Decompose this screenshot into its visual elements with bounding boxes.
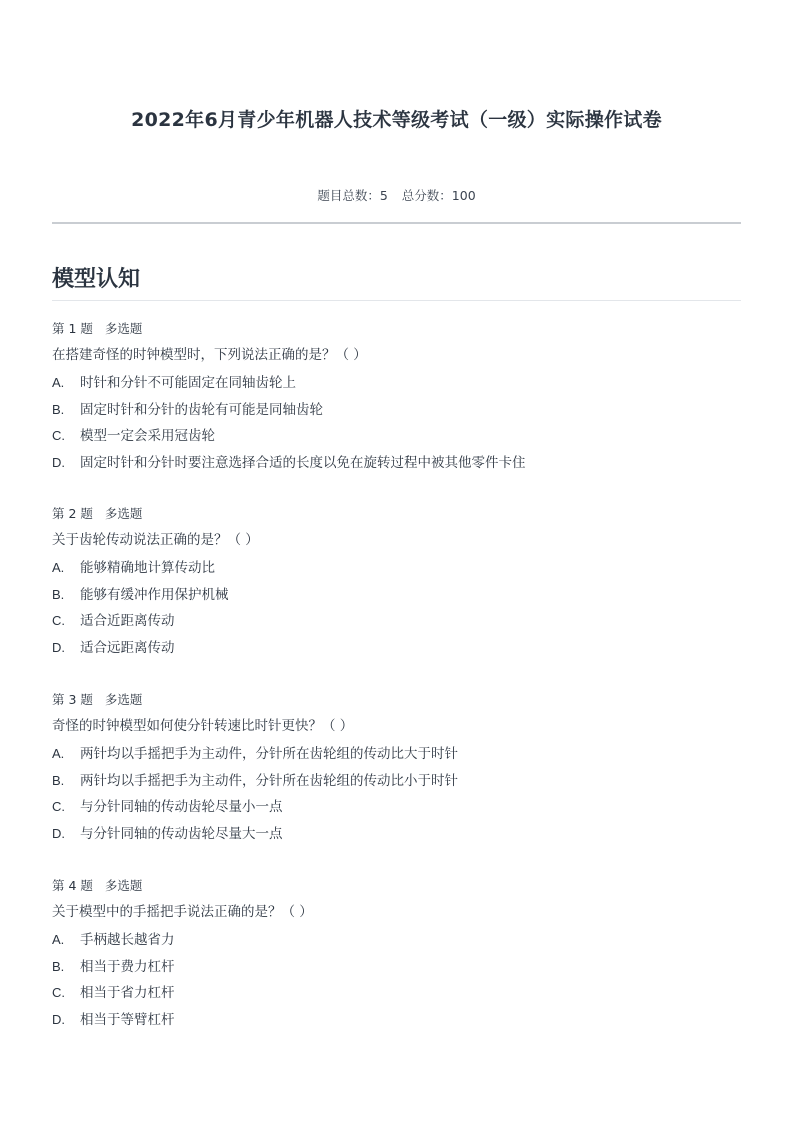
option-letter: D. [52,640,65,656]
option-text: 与分针同轴的传动齿轮尽量大一点 [80,826,283,843]
option-letter: A. [52,746,65,761]
option-text: 固定时针和分针时要注意选择合适的长度以免在旋转过程中被其他零件卡住 [80,455,526,472]
question-1 [52,320,741,480]
option-b[interactable] [52,771,741,798]
option-letter: C. [52,428,65,444]
question-4 [52,877,741,1037]
option-a[interactable] [52,744,741,771]
question-2 [52,505,741,665]
question-3 [52,691,741,851]
option-text: 能够有缓冲作用保护机械 [80,586,229,603]
option-a[interactable] [52,373,741,400]
question-stem: 奇怪的时钟模型如何使分针转速比时针更快？（ ） [52,718,354,734]
question-header [52,691,741,717]
option-b[interactable] [52,957,741,984]
option-letter: B. [52,958,65,974]
question-number: 第 2 题 [52,506,93,521]
option-c[interactable] [52,797,741,824]
option-letter: B. [52,401,65,417]
question-type: 多选题 [104,878,143,893]
option-d[interactable] [52,638,741,665]
option-letter: A. [52,560,65,575]
option-letter: D. [52,826,65,842]
section-divider [52,300,741,301]
option-b[interactable] [52,585,741,612]
option-a[interactable] [52,558,741,585]
option-letter: B. [52,772,65,788]
section-title: 模型认知 [52,267,141,292]
option-letter: A. [52,932,65,947]
header-divider [52,222,741,224]
option-d[interactable] [52,824,741,851]
option-letter: D. [52,455,65,471]
option-text: 相当于省力杠杆 [80,985,175,1002]
option-text: 模型一定会采用冠齿轮 [80,428,215,445]
option-text: 两针均以手摇把手为主动件，分针所在齿轮组的传动比大于时针 [80,746,458,762]
option-text: 适合远距离传动 [80,640,175,657]
option-a[interactable] [52,930,741,957]
question-number: 第 3 题 [52,692,93,707]
option-c[interactable] [52,611,741,638]
question-type: 多选题 [104,321,143,336]
question-number: 第 1 题 [52,321,93,336]
option-letter: A. [52,375,65,390]
option-text: 能够精确地计算传动比 [80,560,215,576]
question-stem: 关于模型中的手摇把手说法正确的是？（ ） [52,904,313,920]
option-text: 适合近距离传动 [80,613,175,630]
option-c[interactable] [52,426,741,453]
option-d[interactable] [52,453,741,480]
option-letter: C. [52,613,65,629]
option-letter: D. [52,1012,65,1028]
question-number: 第 4 题 [52,878,93,893]
option-text: 两针均以手摇把手为主动件，分针所在齿轮组的传动比小于时针 [80,772,458,789]
question-stem: 在搭建奇怪的时钟模型时，下列说法正确的是？（ ） [52,347,367,363]
question-type: 多选题 [104,692,143,707]
option-letter: C. [52,799,65,815]
exam-title: 2022年6月青少年机器人技术等级考试（一级）实际操作试卷 [131,109,662,131]
option-text: 时针和分针不可能固定在同轴齿轮上 [80,375,296,391]
total-score: 总分数：100 [401,188,476,203]
question-stem: 关于齿轮传动说法正确的是？（ ） [52,532,259,548]
question-header [52,320,741,346]
question-count: 题目总数：5 [317,188,388,203]
option-text: 相当于等臂杠杆 [80,1012,175,1029]
exam-meta [0,186,793,204]
option-text: 固定时针和分针的齿轮有可能是同轴齿轮 [80,401,323,418]
option-c[interactable] [52,983,741,1010]
option-letter: B. [52,586,65,602]
option-text: 与分针同轴的传动齿轮尽量小一点 [80,799,283,816]
option-d[interactable] [52,1010,741,1037]
option-letter: C. [52,985,65,1001]
option-text: 相当于费力杠杆 [80,958,175,975]
question-type: 多选题 [104,506,143,521]
option-text: 手柄越长越省力 [80,932,175,948]
question-header [52,877,741,903]
question-header [52,505,741,531]
option-b[interactable] [52,400,741,427]
